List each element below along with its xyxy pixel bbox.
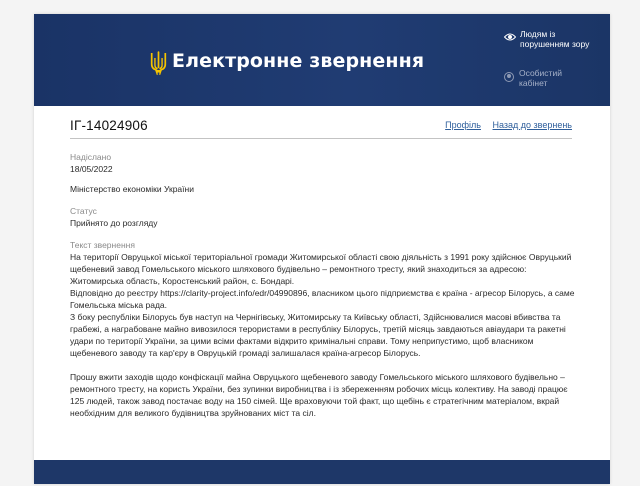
- request-paragraph: З боку республіки Білорусь був наступ на Чернігівську, Житомирську та Київську області, Здійснювалися масові вбивства та грабежі, а награбоване майно вивозилося терористами в республіку Білорусь, третій місяць завдаються авіаудари та ракетні удари по території України, за цими всіми фактами відкрито кримінальні справи. Тому неприпустимо, щоб власником щебеневого заводу та кар'єру в Овруцькій громаді залишалася країна-агресор Білорусь.: [70, 312, 566, 358]
- accessibility-link[interactable]: [504, 29, 604, 49]
- site-header: [34, 14, 610, 106]
- recipient: Міністерство економіки України: [70, 184, 194, 194]
- status-label: Статус: [70, 206, 97, 216]
- top-links: [445, 120, 572, 130]
- accessibility-link-label: Людям із порушенням зору: [520, 29, 590, 49]
- cabinet-link[interactable]: [504, 68, 604, 88]
- request-details: [70, 151, 578, 419]
- back-to-requests-link[interactable]: Назад до звернень: [492, 120, 572, 130]
- trident-logo-icon: [150, 51, 167, 77]
- text-label: Текст звернення: [70, 240, 135, 250]
- status-value: Прийнято до розгляду: [70, 218, 158, 228]
- divider: [70, 138, 572, 139]
- request-text: [70, 251, 578, 419]
- request-id: ІГ-14024906: [70, 118, 148, 133]
- page-card: [34, 14, 610, 484]
- sent-label: Надіслано: [70, 152, 112, 162]
- site-footer: [34, 460, 610, 484]
- cabinet-link-label: Особистий кабінет: [519, 68, 562, 88]
- sent-date: 18/05/2022: [70, 164, 113, 174]
- request-paragraph: На території Овруцької міської територіальної громади Житомирської області свою діяльність з 1991 року здійснює Овруцький щебеневий завод Гомельського міського шляхового будівельно – ремонтного тресту, який знаходиться за адресою: Житомирська область, Коростенський район, с. Бондарі.: [70, 252, 572, 286]
- request-paragraph: Відповідно до реєстру https://clarity-project.info/edr/04990896, власником цього підприємства є країна - агресор Білорусь, а саме Гомельська міська рада.: [70, 288, 575, 310]
- user-icon: [504, 72, 514, 82]
- profile-link[interactable]: Профіль: [445, 120, 481, 130]
- eye-icon: [504, 31, 516, 43]
- site-title: Електронне звернення: [172, 50, 425, 72]
- request-paragraph: Прошу вжити заходів щодо конфіскації майна Овруцького щебеневого заводу Гомельського міського шляхового будівельно – ремонтного тресту, на користь України, без зупинки виробництва і із збереженням робочих місць колективу. На заводі працює 125 людей, також завод постачає воду на 150 сімей. Ще враховуючи той факт, що щебінь є стратегічним матеріалом, вкрай необхідним для великого будівництва зруйнованих міст та сіл.: [70, 372, 568, 418]
